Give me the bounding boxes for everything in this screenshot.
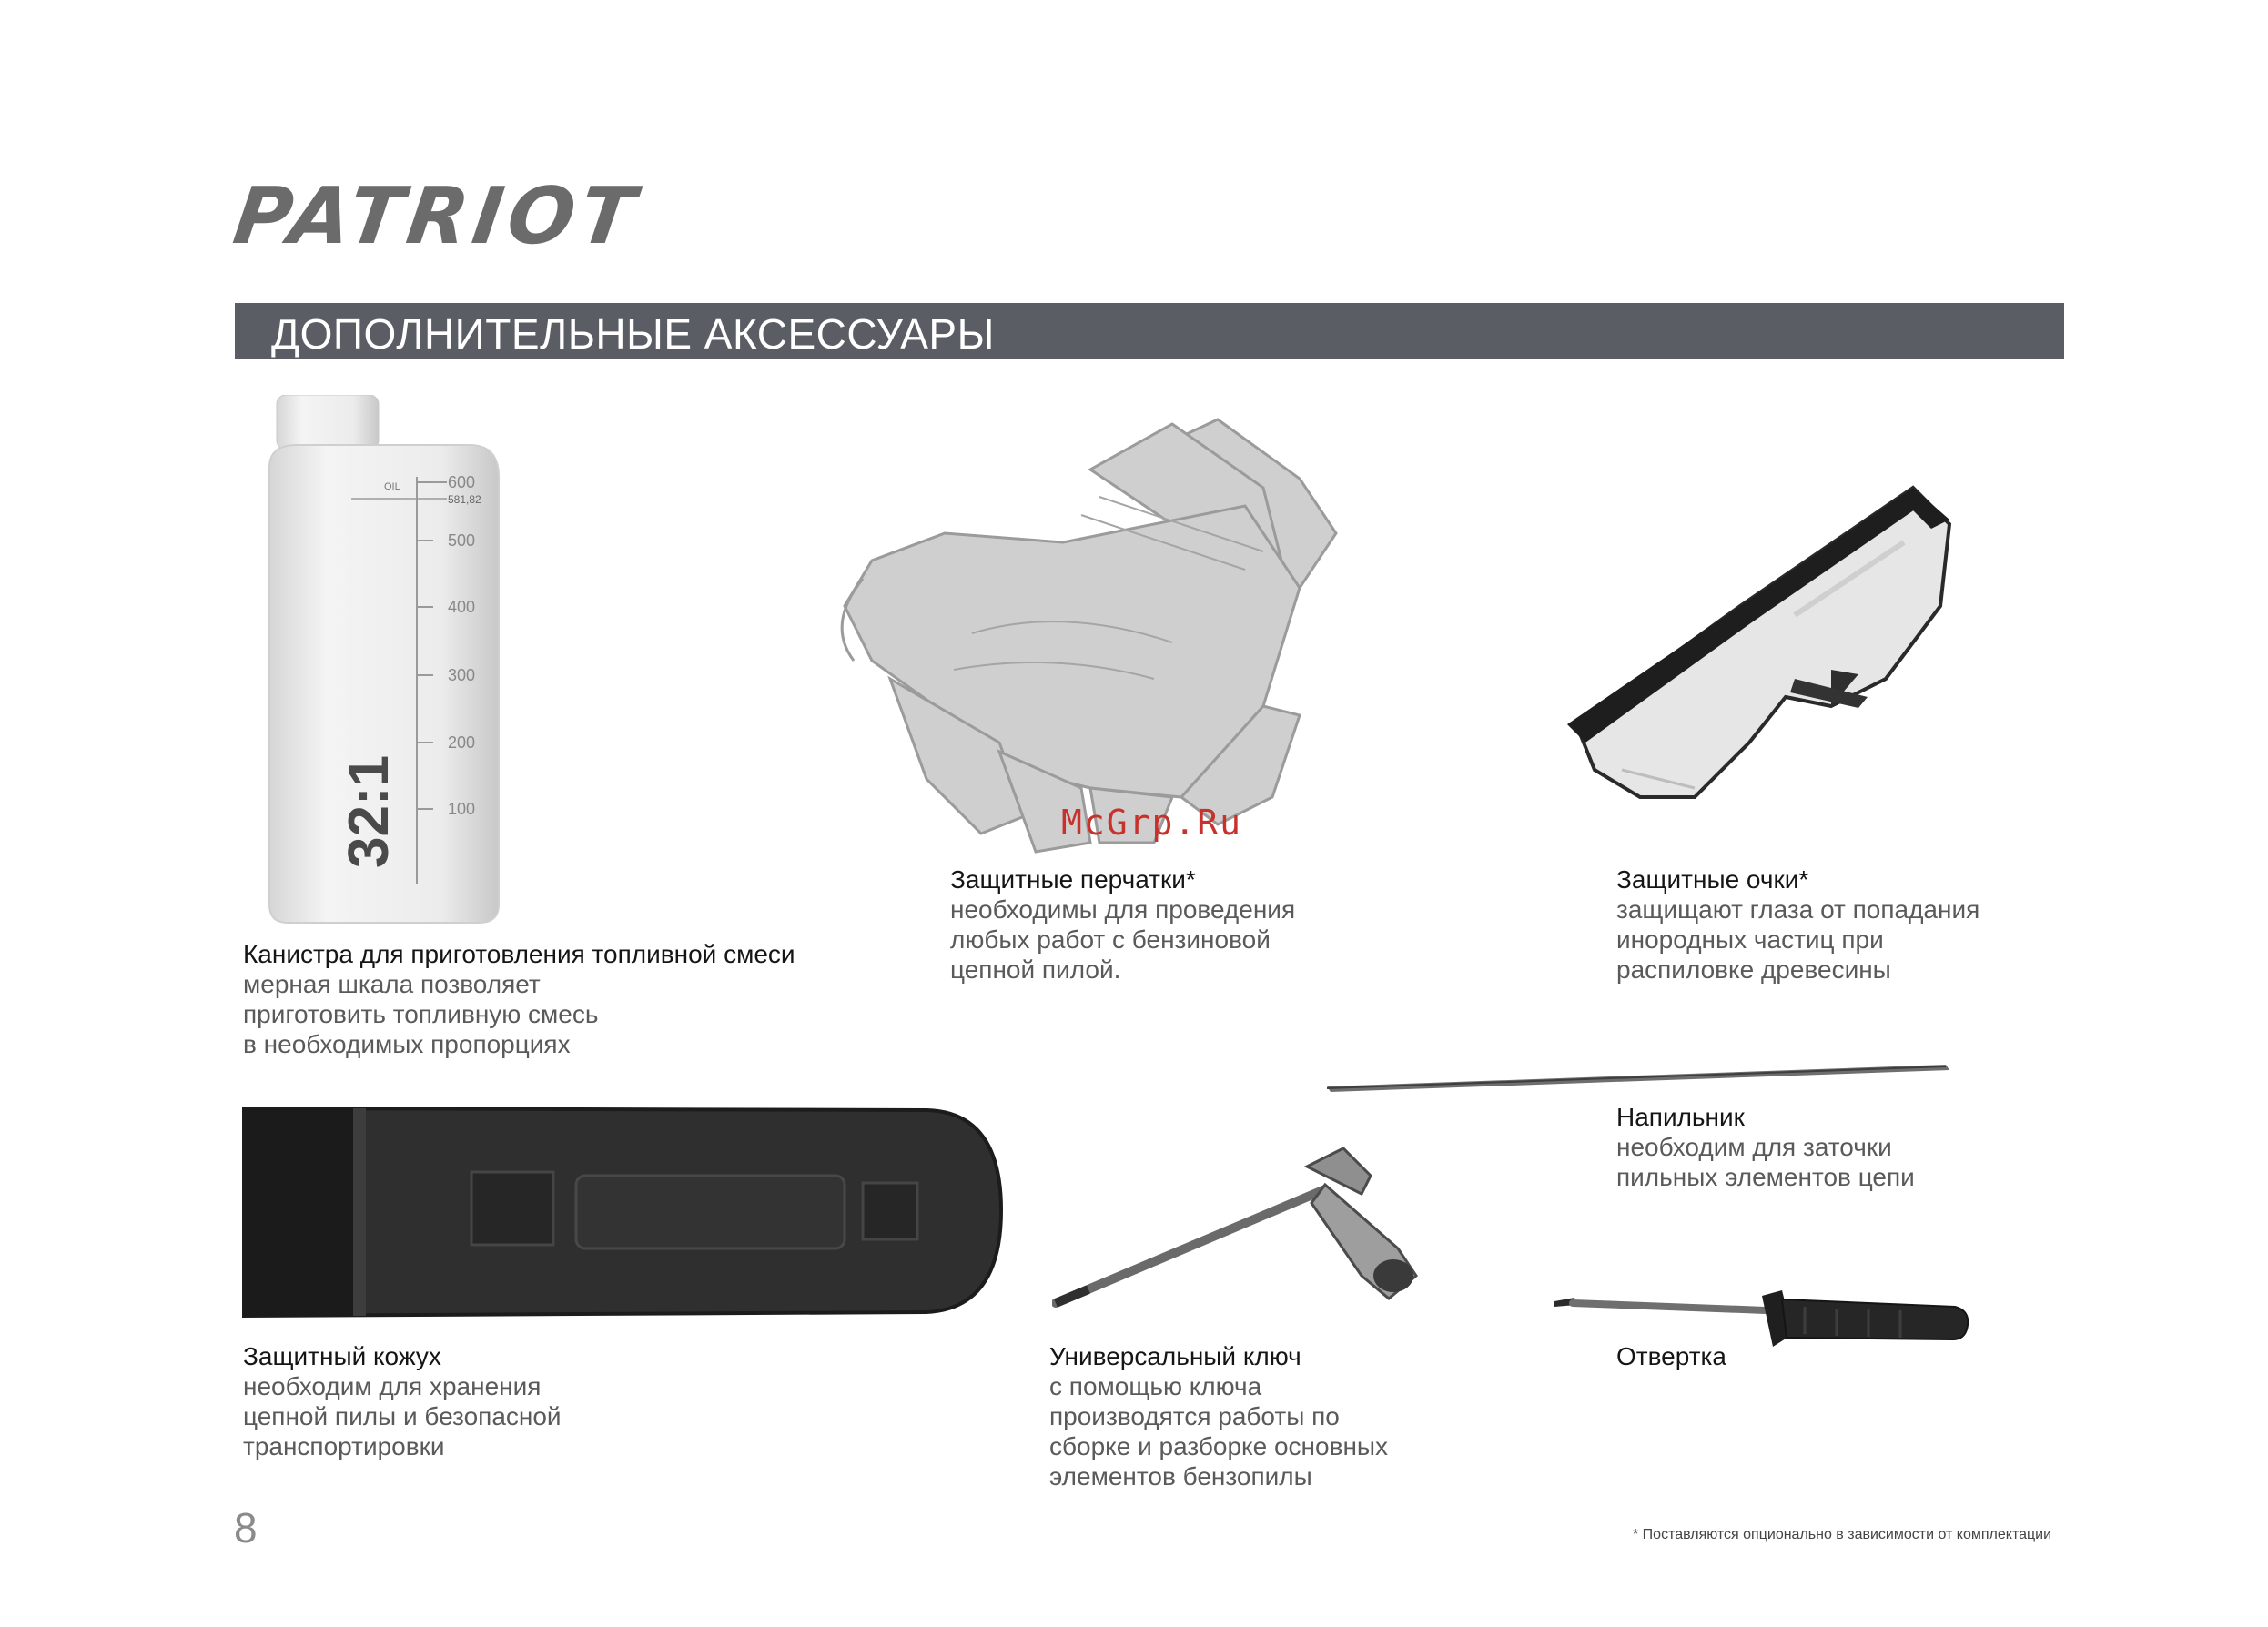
canister-scale-mark: 100 [448,800,476,818]
item-description: необходимы для проведения любых работ с бензиновой цепной пилой. [950,895,1296,984]
file-tool-icon [1327,1057,1955,1094]
item-file [1616,1102,1915,1192]
footnote: * Поставляются опционально в зависимости от комплектации [1633,1527,2052,1542]
item-glasses [1616,864,1979,985]
patriot-logo: PATRIOT [228,171,646,262]
canister-ratio-label: 32:1 [338,754,400,868]
item-description: с помощью ключа производятся работы по сборке и разборке основных элементов бензопилы [1049,1372,1389,1491]
item-wrench [1049,1341,1388,1491]
canister-scale-mark: 600 [448,473,476,491]
item-name: Универсальный ключ [1049,1342,1301,1370]
item-name: Защитный кожух [243,1342,441,1370]
page-number: 8 [234,1504,258,1551]
item-canister [243,939,795,1059]
canister-scale-unit: OIL [384,481,400,492]
canister-scale-mark: 400 [448,598,476,616]
item-name: Защитные перчатки* [950,865,1196,894]
section-title: ДОПОЛНИТЕЛЬНЫЕ АКСЕССУАРЫ [271,310,995,358]
item-description: необходим для заточки пильных элементов цепи [1616,1133,1915,1191]
item-name: Отвертка [1616,1342,1726,1370]
item-description: необходим для хранения цепной пилы и безопасной транспортировки [243,1372,562,1460]
chain-cover-icon [235,1101,1008,1324]
canister-scale-mark: 581,82 [448,493,481,506]
item-description: мерная шкала позволяет приготовить топливную смесь в необходимых пропорциях [243,970,599,1058]
watermark: McGrp.Ru [1061,803,1243,843]
item-screwdriver [1616,1341,1726,1371]
item-name: Защитные очки* [1616,865,1809,894]
item-chain-cover [243,1341,562,1461]
section-header-band [235,303,2064,359]
canister-scale-mark: 200 [448,733,476,752]
combination-wrench-icon [1052,1139,1434,1312]
canister-scale-mark: 300 [448,666,476,684]
safety-glasses-icon [1558,470,1977,806]
item-gloves [950,864,1295,985]
canister-scale-mark: 500 [448,531,476,550]
item-name: Канистра для приготовления топливной смеси [243,940,795,968]
fuel-canister-icon [260,395,506,932]
work-gloves-icon [790,406,1427,861]
item-name: Напильник [1616,1103,1745,1131]
item-description: защищают глаза от попадания инородных частиц при распиловке древесины [1616,895,1980,984]
